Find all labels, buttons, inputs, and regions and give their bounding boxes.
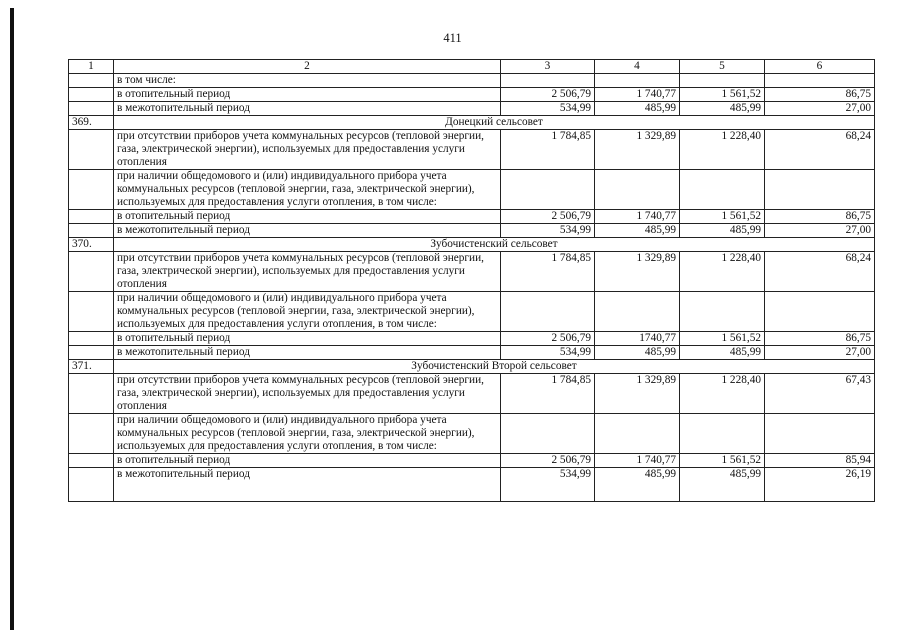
row-value-col5: 1 228,40 [680,374,765,414]
header-cell-col1: 1 [69,60,114,74]
row-value-col3: 2 506,79 [501,88,595,102]
row-value-col5: 485,99 [680,346,765,360]
row-index-cell [69,468,114,502]
row-value-col6 [765,292,875,332]
section-row [69,360,875,374]
row-index-cell [69,374,114,414]
row-value-col5: 1 561,52 [680,332,765,346]
section-title: Зубочистенский Второй сельсовет [114,360,875,374]
row-value-col6: 86,75 [765,332,875,346]
row-value-col6 [765,170,875,210]
row-value-col3 [501,292,595,332]
row-value-col6 [765,414,875,454]
row-value-col4: 1 329,89 [595,252,680,292]
row-index-cell [69,346,114,360]
row-value-col6: 86,75 [765,210,875,224]
row-description-cell: при отсутствии приборов учета коммунальных ресурсов (тепловой энергии, газа, электрической энергии), используемых для предоставления услуги отопления [114,130,501,170]
row-value-col3: 2 506,79 [501,332,595,346]
row-index-cell [69,332,114,346]
row-value-col3: 534,99 [501,224,595,238]
row-description-cell: в отопительный период [114,454,501,468]
row-value-col5 [680,414,765,454]
row-index-cell [69,454,114,468]
row-value-col6: 27,00 [765,346,875,360]
table-row [69,292,875,332]
row-value-col5 [680,292,765,332]
header-cell-col3: 3 [501,60,595,74]
row-value-col4: 1 740,77 [595,454,680,468]
row-value-col4: 1 740,77 [595,210,680,224]
table-row [69,102,875,116]
row-value-col3: 1 784,85 [501,130,595,170]
row-value-col5 [680,74,765,88]
row-value-col5: 485,99 [680,224,765,238]
row-value-col3: 1 784,85 [501,252,595,292]
table-row [69,170,875,210]
table-row [69,332,875,346]
section-title: Донецкий сельсовет [114,116,875,130]
row-index-cell [69,130,114,170]
row-value-col4 [595,170,680,210]
row-value-col5: 1 228,40 [680,130,765,170]
row-value-col4: 485,99 [595,468,680,502]
row-description-cell: в отопительный период [114,332,501,346]
row-description-cell: в межотопительный период [114,468,501,502]
row-description-cell: при отсутствии приборов учета коммунальных ресурсов (тепловой энергии, газа, электрической энергии), используемых для предоставления услуги отопления [114,374,501,414]
row-value-col3: 534,99 [501,102,595,116]
tariff-table-body [69,60,875,502]
header-cell-col5: 5 [680,60,765,74]
tariff-table [68,59,875,502]
row-index-cell [69,292,114,332]
row-value-col6: 86,75 [765,88,875,102]
header-row [69,60,875,74]
row-value-col3: 2 506,79 [501,454,595,468]
row-description-cell: в межотопительный период [114,102,501,116]
row-index-cell [69,88,114,102]
row-value-col5 [680,170,765,210]
row-value-col6: 68,24 [765,130,875,170]
section-row [69,238,875,252]
row-value-col5: 485,99 [680,468,765,502]
page-edge-bar [10,8,14,630]
row-index-cell [69,252,114,292]
row-value-col4: 1 329,89 [595,374,680,414]
row-description-cell: в межотопительный период [114,224,501,238]
row-value-col6 [765,74,875,88]
row-value-col4: 485,99 [595,102,680,116]
row-value-col3: 2 506,79 [501,210,595,224]
row-value-col3 [501,74,595,88]
row-index-cell [69,210,114,224]
table-row [69,130,875,170]
row-value-col6: 27,00 [765,102,875,116]
row-value-col5: 1 561,52 [680,210,765,224]
table-row [69,74,875,88]
row-value-col6: 85,94 [765,454,875,468]
row-value-col4: 485,99 [595,346,680,360]
row-value-col3: 534,99 [501,468,595,502]
row-index-cell [69,170,114,210]
row-index-cell [69,224,114,238]
row-value-col6: 26,19 [765,468,875,502]
table-row [69,88,875,102]
header-cell-col4: 4 [595,60,680,74]
section-row [69,116,875,130]
page-number: 411 [443,31,462,45]
row-description-cell: в том числе: [114,74,501,88]
row-value-col5: 485,99 [680,102,765,116]
table-row [69,414,875,454]
row-description-cell: в отопительный период [114,88,501,102]
row-index-cell [69,102,114,116]
table-row [69,468,875,502]
row-description-cell: при наличии общедомового и (или) индивидуального прибора учета коммунальных ресурсов (тепловой энергии, газа, электрической энергии), используемых для предоставления услуги отопления, в том числе: [114,414,501,454]
row-value-col3: 534,99 [501,346,595,360]
row-index-cell [69,414,114,454]
row-value-col5: 1 561,52 [680,88,765,102]
table-row [69,210,875,224]
row-value-col5: 1 228,40 [680,252,765,292]
table-row [69,224,875,238]
row-value-col4: 1740,77 [595,332,680,346]
row-description-cell: в межотопительный период [114,346,501,360]
row-value-col6: 68,24 [765,252,875,292]
row-value-col6: 67,43 [765,374,875,414]
table-row [69,374,875,414]
row-description-cell: при отсутствии приборов учета коммунальных ресурсов (тепловой энергии, газа, электрической энергии), используемых для предоставления услуги отопления [114,252,501,292]
section-title: Зубочистенский сельсовет [114,238,875,252]
row-description-cell: в отопительный период [114,210,501,224]
section-number: 370. [69,238,114,252]
row-value-col3 [501,414,595,454]
section-number: 371. [69,360,114,374]
section-number: 369. [69,116,114,130]
table-row [69,346,875,360]
row-value-col4: 1 740,77 [595,88,680,102]
row-value-col4 [595,292,680,332]
row-value-col4: 1 329,89 [595,130,680,170]
header-cell-col6: 6 [765,60,875,74]
row-value-col5: 1 561,52 [680,454,765,468]
row-value-col4 [595,414,680,454]
table-row [69,454,875,468]
row-value-col3: 1 784,85 [501,374,595,414]
row-value-col4: 485,99 [595,224,680,238]
header-cell-col2: 2 [114,60,501,74]
row-value-col4 [595,74,680,88]
row-description-cell: при наличии общедомового и (или) индивидуального прибора учета коммунальных ресурсов (тепловой энергии, газа, электрической энергии), используемых для предоставления услуги отопления, в том числе: [114,292,501,332]
row-value-col3 [501,170,595,210]
row-description-cell: при наличии общедомового и (или) индивидуального прибора учета коммунальных ресурсов (тепловой энергии, газа, электрической энергии), используемых для предоставления услуги отопления, в том числе: [114,170,501,210]
table-row [69,252,875,292]
row-index-cell [69,74,114,88]
row-value-col6: 27,00 [765,224,875,238]
